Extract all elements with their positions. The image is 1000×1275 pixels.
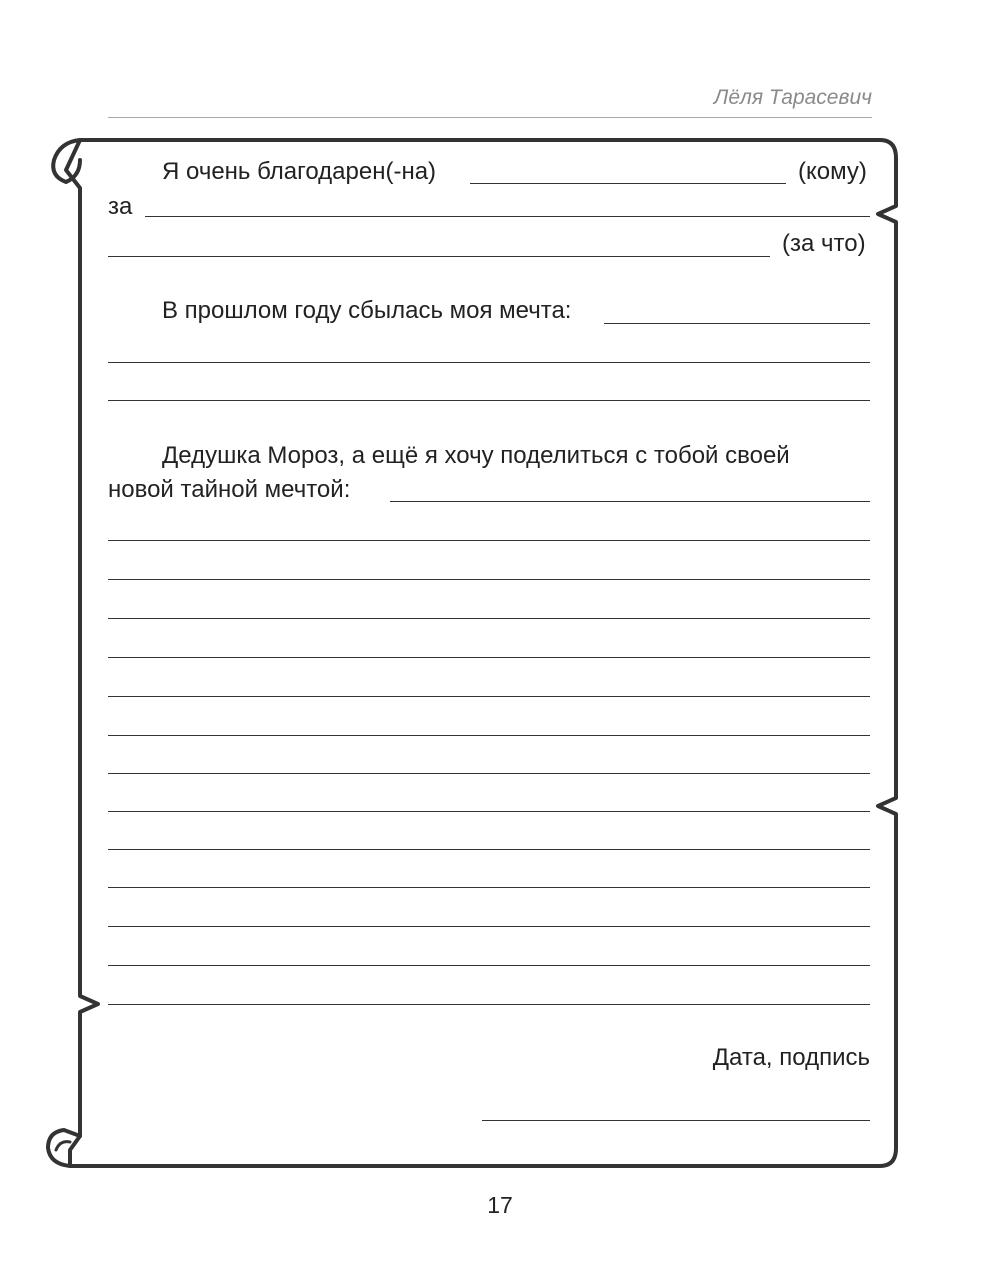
page-number: 17 (487, 1192, 513, 1218)
new-dream-line-3[interactable] (108, 579, 870, 580)
new-dream-line-8[interactable] (108, 773, 870, 774)
thanks-for-label: за (108, 193, 133, 220)
new-dream-line-2[interactable] (108, 540, 870, 541)
new-dream-line[interactable] (390, 501, 870, 502)
scroll-border (66, 140, 896, 1166)
new-dream-line-4[interactable] (108, 618, 870, 619)
thanks-what-line[interactable] (108, 256, 770, 257)
new-dream-line-12[interactable] (108, 926, 870, 927)
new-dream-line-5[interactable] (108, 657, 870, 658)
thanks-whom-line[interactable] (470, 183, 786, 184)
past-dream-text: В прошлом году сбылась моя мечта: (162, 297, 572, 324)
signature-label: Дата, подпись (712, 1044, 870, 1071)
thanks-whom-label: (кому) (798, 158, 867, 185)
new-dream-text-line1: Дедушка Мороз, а ещё я хочу поделиться с тобой своей (162, 442, 790, 469)
past-dream-line-2[interactable] (108, 362, 870, 363)
new-dream-line-13[interactable] (108, 965, 870, 966)
past-dream-line[interactable] (604, 323, 870, 324)
thanks-lead-text: Я очень благодарен(-на) (162, 158, 437, 185)
thanks-for-line[interactable] (145, 216, 870, 217)
new-dream-line-11[interactable] (108, 887, 870, 888)
new-dream-line-14[interactable] (108, 1004, 870, 1005)
new-dream-line-7[interactable] (108, 735, 870, 736)
scroll-curl-bottom-inner (56, 1142, 70, 1150)
new-dream-line-10[interactable] (108, 849, 870, 850)
new-dream-text-line2: новой тайной мечтой: (108, 476, 351, 503)
author-name: Лёля Тарасевич (713, 86, 872, 109)
new-dream-line-6[interactable] (108, 696, 870, 697)
past-dream-line-3[interactable] (108, 400, 870, 401)
new-dream-line-9[interactable] (108, 811, 870, 812)
scroll-curl-bottom (48, 1130, 80, 1166)
thanks-what-label: (за что) (782, 230, 866, 257)
signature-line[interactable] (482, 1120, 870, 1121)
